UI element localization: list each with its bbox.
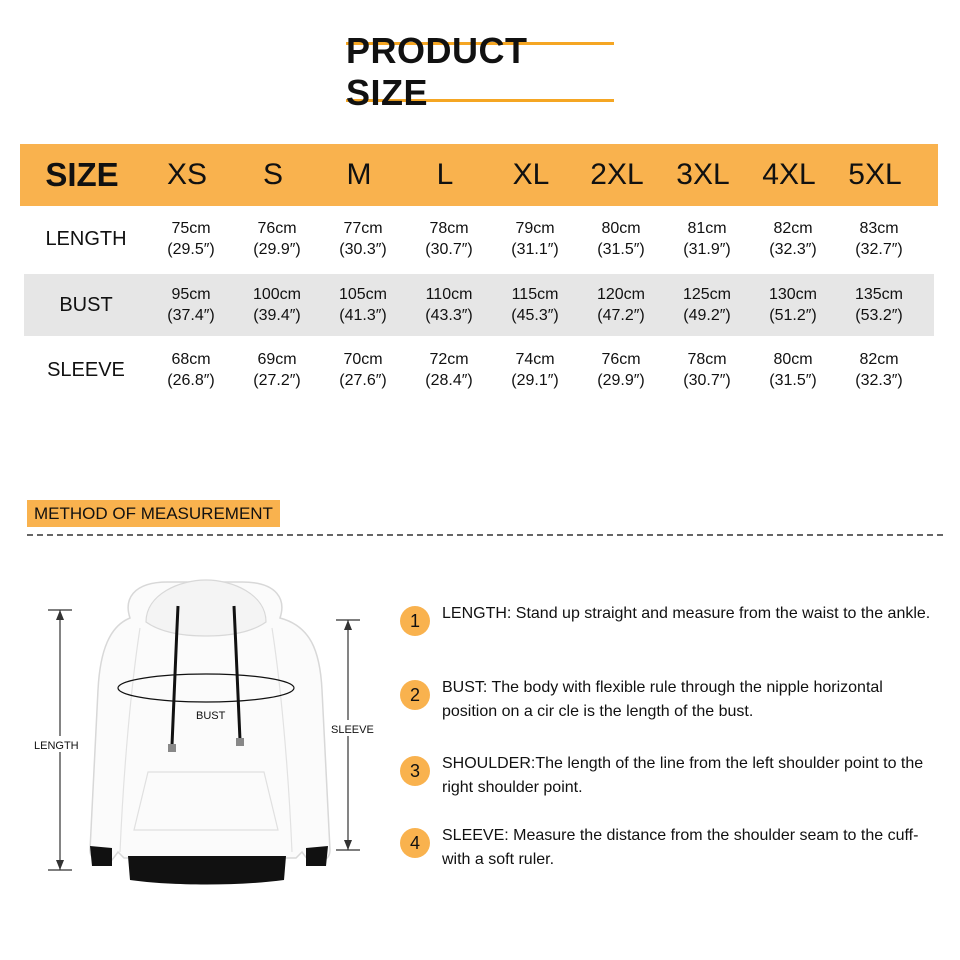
value-inch: (30.3″) [339, 241, 387, 258]
value-inch: (30.7″) [425, 241, 473, 258]
value-cm: 100cm [252, 286, 302, 303]
dashed-divider [27, 534, 943, 536]
size-value-cell [836, 284, 922, 326]
size-value-cell [836, 349, 922, 391]
size-value-cell [492, 349, 578, 391]
value-cm: 76cm [257, 220, 297, 237]
value-inch: (32.3″) [855, 372, 903, 389]
value-cm: 79cm [515, 220, 555, 237]
value-inch: (53.2″) [855, 307, 903, 324]
value-inch: (51.2″) [769, 307, 817, 324]
value-inch: (28.4″) [425, 372, 473, 389]
size-header-label: SIZE [45, 156, 119, 193]
value-inch: (29.5″) [167, 241, 215, 258]
value-cm: 82cm [773, 220, 813, 237]
value-inch: (31.5″) [597, 241, 645, 258]
value-inch: (26.8″) [167, 372, 215, 389]
value-inch: (29.9″) [253, 241, 301, 258]
value-cm: 83cm [859, 220, 899, 237]
value-inch: (31.1″) [511, 241, 559, 258]
hoodie-icon [90, 580, 330, 885]
value-cm: 135cm [854, 286, 904, 303]
size-table-header [20, 144, 938, 206]
size-value-cell [234, 284, 320, 326]
value-cm: 77cm [343, 220, 383, 237]
size-header-cell: S [262, 158, 283, 191]
size-value-cell [664, 284, 750, 326]
size-header-cell: M [346, 158, 372, 191]
value-inch: (27.2″) [253, 372, 301, 389]
value-cm: 75cm [171, 220, 211, 237]
value-inch: (49.2″) [683, 307, 731, 324]
size-value-cell [320, 349, 406, 391]
value-cm: 130cm [768, 286, 818, 303]
step-number-badge: 1 [400, 606, 430, 636]
size-value-cell [148, 284, 234, 326]
size-value-cell [320, 218, 406, 260]
value-cm: 105cm [338, 286, 388, 303]
value-cm: 125cm [682, 286, 732, 303]
size-value-cell [836, 218, 922, 260]
value-cm: 80cm [773, 351, 813, 368]
value-cm: 70cm [343, 351, 383, 368]
table-row-bust [24, 274, 934, 336]
size-value-cell [406, 284, 492, 326]
step-text: LENGTH: Stand up straight and measure from the waist to the ankle. [442, 605, 931, 622]
value-cm: 81cm [687, 220, 727, 237]
value-inch: (43.3″) [425, 307, 473, 324]
value-cm: 78cm [687, 351, 727, 368]
step-number-badge: 4 [400, 828, 430, 858]
value-inch: (27.6″) [339, 372, 387, 389]
value-inch: (32.3″) [769, 241, 817, 258]
size-value-cell [578, 284, 664, 326]
step-text: BUST: The body with flexible rule through the nipple horizontal position on a cir cle is the length of the bust. [442, 679, 883, 720]
step-sleeve [400, 824, 940, 872]
value-inch: (29.9″) [597, 372, 645, 389]
value-cm: 95cm [171, 286, 211, 303]
value-cm: 115cm [511, 286, 559, 303]
size-value-cell [406, 349, 492, 391]
length-label: LENGTH [34, 740, 79, 752]
value-inch: (31.9″) [683, 241, 731, 258]
bust-label: BUST [196, 710, 226, 722]
value-cm: 76cm [601, 351, 641, 368]
method-heading-tag [27, 500, 280, 527]
step-shoulder [400, 752, 940, 800]
step-length [400, 602, 940, 636]
page-title: PRODUCT SIZE [346, 30, 528, 113]
title-frame [346, 30, 614, 113]
value-inch: (31.5″) [769, 372, 817, 389]
size-value-cell [406, 218, 492, 260]
size-header-cell: 2XL [590, 158, 644, 191]
value-cm: 69cm [257, 351, 297, 368]
size-header-cell: 4XL [762, 158, 816, 191]
size-value-cell [664, 218, 750, 260]
size-value-cell [750, 349, 836, 391]
size-value-cell [492, 218, 578, 260]
value-inch: (30.7″) [683, 372, 731, 389]
size-header-cell: L [436, 158, 454, 191]
size-header-cell: 3XL [676, 158, 730, 191]
hoodie-diagram [20, 560, 400, 900]
value-inch: (29.1″) [511, 372, 559, 389]
value-cm: 74cm [515, 351, 555, 368]
size-value-cell [578, 218, 664, 260]
size-value-cell [148, 349, 234, 391]
size-value-cell [578, 349, 664, 391]
value-inch: (32.7″) [855, 241, 903, 258]
size-value-cell [750, 218, 836, 260]
table-row-length [24, 208, 934, 270]
size-value-cell [750, 284, 836, 326]
value-cm: 80cm [601, 220, 641, 237]
value-cm: 110cm [425, 286, 473, 303]
value-inch: (37.4″) [167, 307, 215, 324]
value-cm: 82cm [859, 351, 899, 368]
step-bust [400, 676, 940, 724]
method-heading: METHOD OF MEASUREMENT [34, 503, 273, 523]
step-number-badge: 2 [400, 680, 430, 710]
row-label: BUST [59, 293, 113, 316]
size-value-cell [148, 218, 234, 260]
size-header-cell: XL [512, 158, 550, 191]
value-inch: (45.3″) [511, 307, 559, 324]
size-value-cell [492, 284, 578, 326]
step-text: SLEEVE: Measure the distance from the shoulder seam to the cuff-with a soft ruler. [442, 827, 919, 868]
value-inch: (47.2″) [597, 307, 645, 324]
value-cm: 68cm [171, 351, 211, 368]
table-row-sleeve [24, 339, 934, 401]
sleeve-label: SLEEVE [331, 724, 374, 736]
size-value-cell [664, 349, 750, 391]
value-inch: (41.3″) [339, 307, 387, 324]
size-value-cell [320, 284, 406, 326]
value-cm: 72cm [429, 351, 469, 368]
value-cm: 78cm [429, 220, 469, 237]
size-header-cell: XS [166, 158, 208, 191]
size-value-cell [234, 218, 320, 260]
step-text: SHOULDER:The length of the line from the left shoulder point to the right shoulder point. [442, 755, 924, 796]
row-label: SLEEVE [47, 358, 125, 381]
row-label: LENGTH [45, 227, 127, 250]
value-inch: (39.4″) [253, 307, 301, 324]
size-header-cell: 5XL [848, 158, 902, 191]
value-cm: 120cm [596, 286, 646, 303]
step-number-badge: 3 [400, 756, 430, 786]
size-value-cell [234, 349, 320, 391]
